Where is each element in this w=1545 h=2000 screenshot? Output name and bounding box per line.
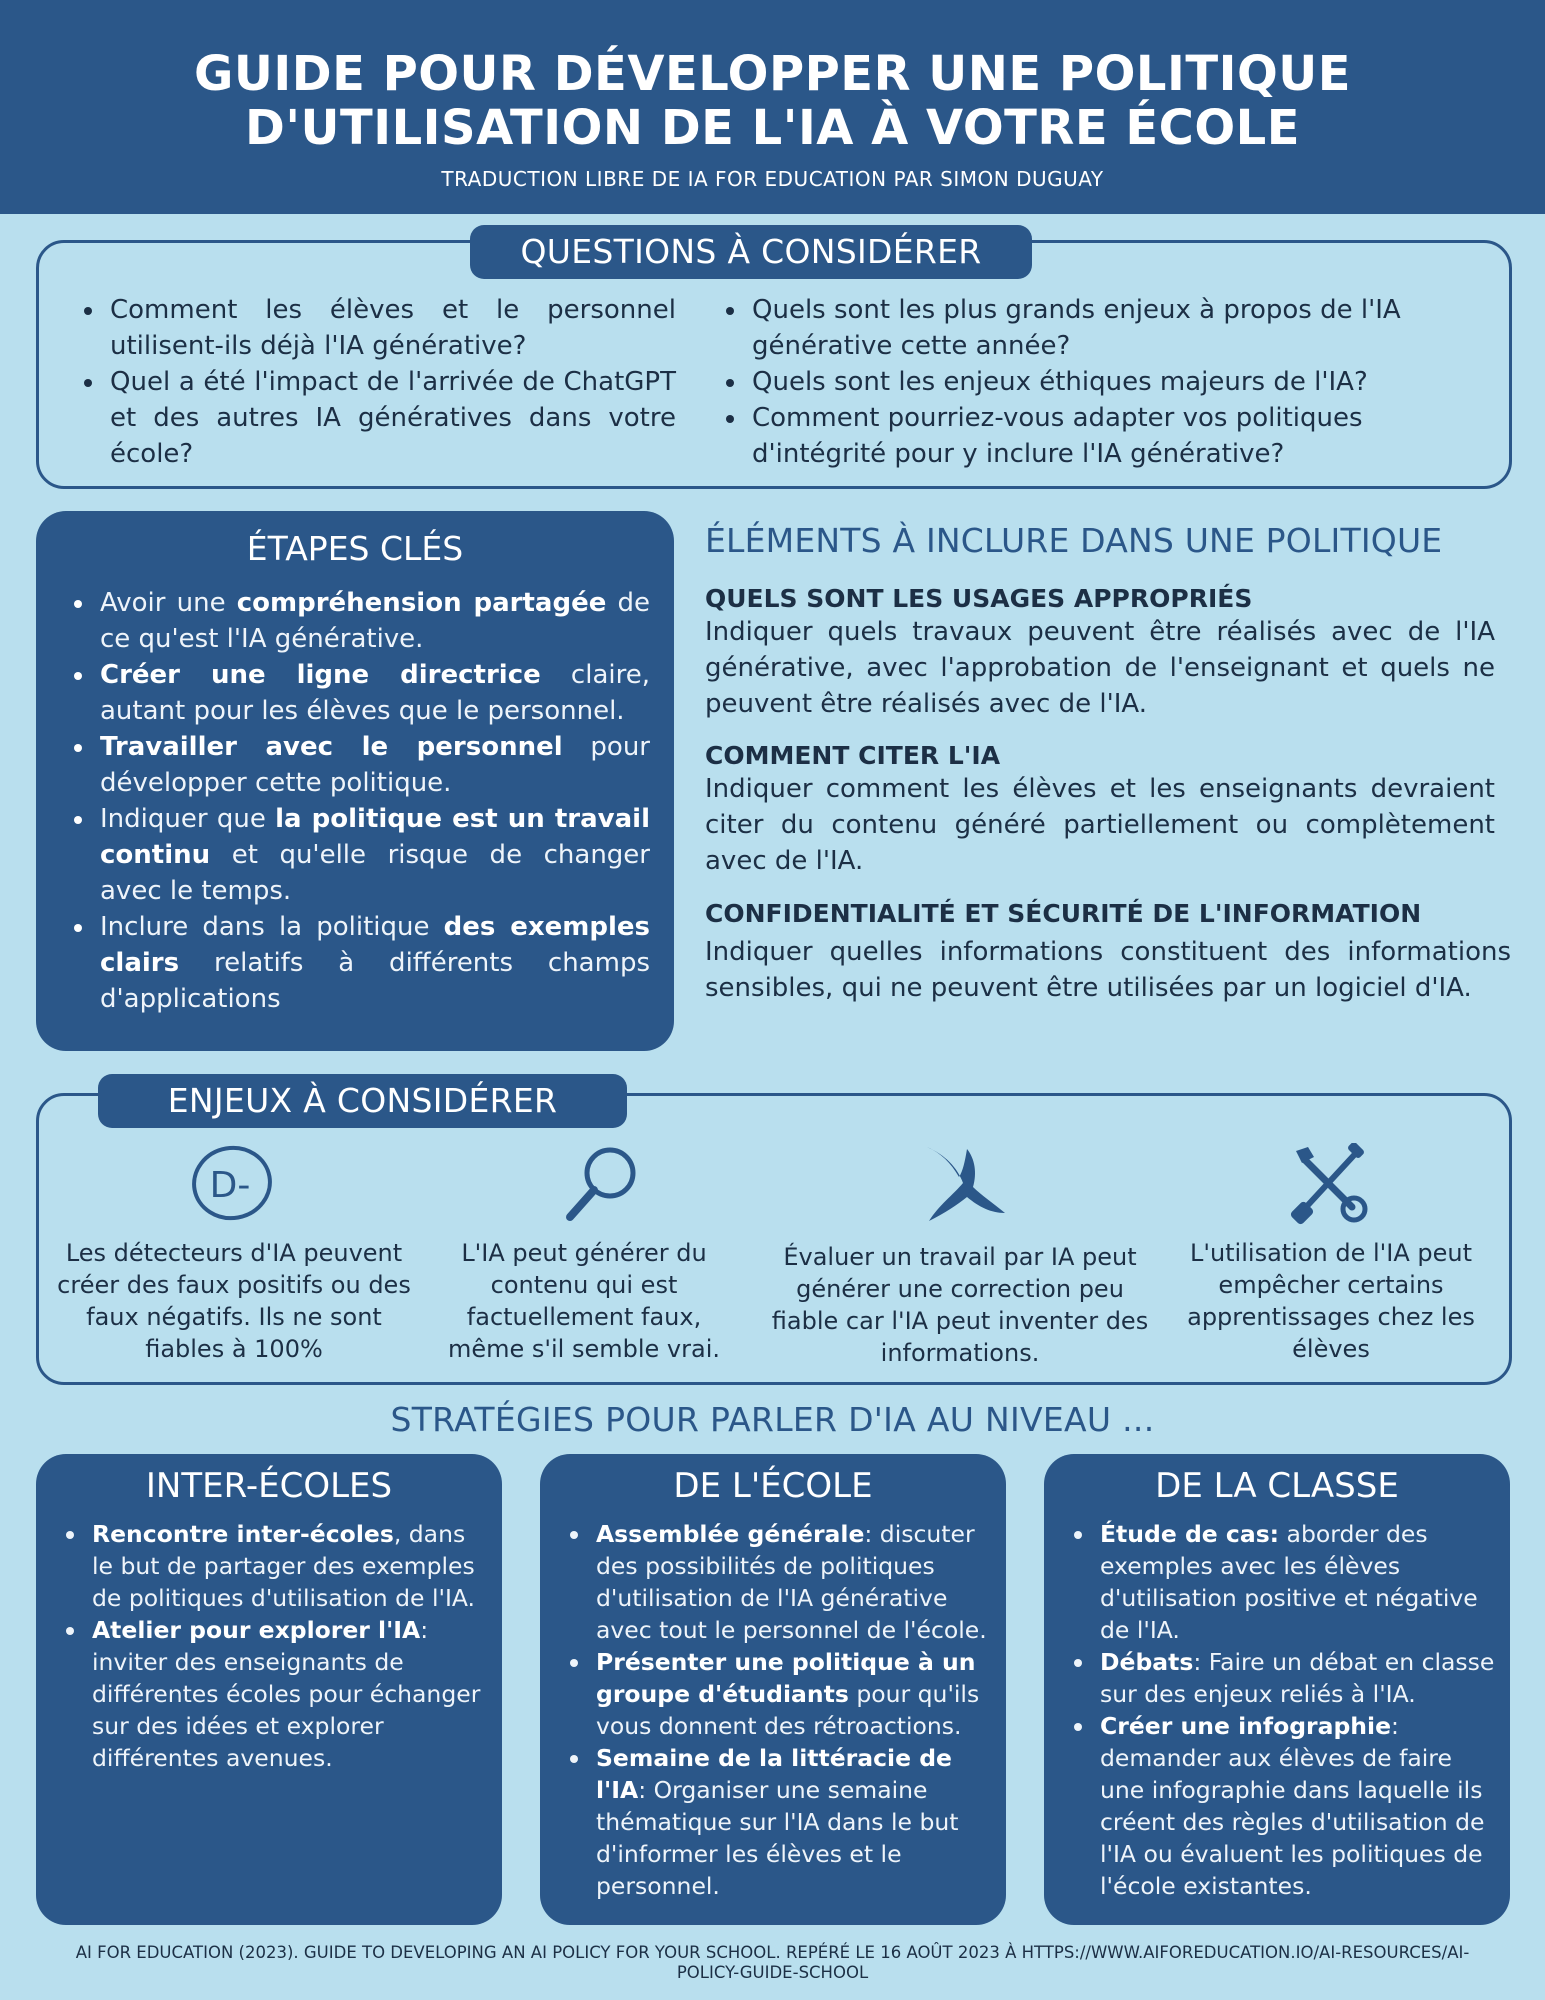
question-item: Quels sont les enjeux éthiques majeurs de l'IA? xyxy=(722,364,1462,400)
key-steps-title: ÉTAPES CLÉS xyxy=(246,529,464,568)
tools-icon xyxy=(1288,1143,1372,1227)
strategy-card-classroom xyxy=(1044,1454,1510,1925)
svg-text:D-: D- xyxy=(209,1165,251,1206)
question-item: Quels sont les plus grands enjeux à propos de l'IA générative cette année? xyxy=(722,292,1462,364)
strategy-item: Atelier pour explorer l'IA: inviter des enseignants de différentes écoles pour échanger sur des idées et explorer différentes avenues. xyxy=(62,1614,492,1774)
strategies-title: STRATÉGIES POUR PARLER D'IA AU NIVEAU ... xyxy=(390,1400,1155,1439)
strategy-card-title: DE L'ÉCOLE xyxy=(673,1466,873,1506)
strategy-item: Semaine de la littéracie de l'IA: Organiser une semaine thématique sur l'IA dans le but d'informer les élèves et le personnel. xyxy=(566,1742,996,1902)
key-step-item: Avoir une compréhension partagée de ce qu'est l'IA générative. xyxy=(70,585,650,657)
strategy-card-title: INTER-ÉCOLES xyxy=(145,1466,393,1506)
question-item: Comment pourriez-vous adapter vos politiques d'intégrité pour y inclure l'IA générative? xyxy=(722,400,1462,472)
key-steps-list xyxy=(70,585,650,1017)
red-pen-mark-icon xyxy=(923,1143,1007,1227)
key-step-item: Travailler avec le personnel pour développer cette politique. xyxy=(70,729,650,801)
policy-elements-title: ÉLÉMENTS À INCLURE DANS UNE POLITIQUE xyxy=(705,521,1443,560)
issues-title: ENJEUX À CONSIDÉRER xyxy=(98,1074,627,1128)
issue-text: Les détecteurs d'IA peuvent créer des faux positifs ou des faux négatifs. Ils ne sont fiables à 100% xyxy=(57,1239,411,1363)
strategy-card-inter-schools xyxy=(36,1454,502,1925)
page-title-line-2: D'UTILISATION DE L'IA À VOTRE ÉCOLE xyxy=(244,100,1301,156)
policy-element-heading: COMMENT CITER L'IA xyxy=(705,741,1001,770)
policy-element-heading: QUELS SONT LES USAGES APPROPRIÉS xyxy=(705,584,1253,613)
page-subtitle: TRADUCTION LIBRE DE IA FOR EDUCATION PAR SIMON DUGUAY xyxy=(441,167,1104,191)
issue-text: L'utilisation de l'IA peut empêcher certains apprentissages chez les élèves xyxy=(1187,1239,1475,1363)
questions-title: QUESTIONS À CONSIDÉRER xyxy=(470,225,1032,279)
strategy-list xyxy=(62,1518,492,1774)
strategy-card-title: DE LA CLASSE xyxy=(1155,1466,1399,1506)
questions-left-list xyxy=(80,292,676,472)
key-step-item: Créer une ligne directrice claire, autant pour les élèves que le personnel. xyxy=(70,657,650,729)
policy-element-body: Indiquer quels travaux peuvent être réalisés avec de l'IA générative, avec l'approbation de l'enseignant et quels ne peuvent être réalisés avec de l'IA. xyxy=(705,617,1495,719)
policy-element-body: Indiquer quelles informations constituent des informations sensibles, qui ne peuvent être utilisées par un logiciel d'IA. xyxy=(705,937,1511,1003)
questions-right-list xyxy=(722,292,1462,472)
policy-element-body: Indiquer comment les élèves et les enseignants devraient citer du contenu généré partiellement ou complètement avec de l'IA. xyxy=(705,774,1495,876)
magnifying-glass-icon xyxy=(560,1143,644,1227)
key-step-item: Indiquer que la politique est un travail continu et qu'elle risque de changer avec le temps. xyxy=(70,801,650,909)
key-step-item: Inclure dans la politique des exemples clairs relatifs à différents champs d'applications xyxy=(70,909,650,1017)
question-item: Comment les élèves et le personnel utilisent-ils déjà l'IA générative? xyxy=(80,292,676,364)
policy-element-heading: CONFIDENTIALITÉ ET SÉCURITÉ DE L'INFORMATION xyxy=(705,899,1422,928)
strategy-list xyxy=(1070,1518,1500,1902)
key-steps-card xyxy=(36,511,674,1051)
strategy-item: Étude de cas: aborder des exemples avec les élèves d'utilisation positive et négative de l'IA. xyxy=(1070,1518,1500,1646)
strategy-item: Rencontre inter-écoles, dans le but de partager des exemples de politiques d'utilisation de l'IA. xyxy=(62,1518,492,1614)
grade-d-minus-icon xyxy=(190,1143,274,1227)
strategy-item: Créer une infographie: demander aux élèves de faire une infographie dans laquelle ils créent des règles d'utilisation de l'IA ou évaluent les politiques de l'école existantes. xyxy=(1070,1710,1500,1902)
footer-citation: AI FOR EDUCATION (2023). GUIDE TO DEVELOPING AN AI POLICY FOR YOUR SCHOOL. REPÉRÉ LE 16 AOÛT 2023 À HTTPS://WWW.AIFOREDUCATION.IO/AI-RESOURCES/AI-POLICY-GUIDE-SCHOOL xyxy=(75,1943,1470,1982)
question-item: Quel a été l'impact de l'arrivée de ChatGPT et des autres IA génératives dans votre école? xyxy=(80,364,676,472)
header-banner xyxy=(0,0,1545,214)
strategy-item: Débats: Faire un débat en classe sur des enjeux reliés à l'IA. xyxy=(1070,1646,1500,1710)
strategy-item: Présenter une politique à un groupe d'étudiants pour qu'ils vous donnent des rétroactions. xyxy=(566,1646,996,1742)
strategy-list xyxy=(566,1518,996,1902)
issue-text: Évaluer un travail par IA peut générer une correction peu fiable car l'IA peut inventer des informations. xyxy=(771,1243,1149,1367)
strategy-item: Assemblée générale: discuter des possibilités de politiques d'utilisation de l'IA générative avec tout le personnel de l'école. xyxy=(566,1518,996,1646)
strategy-card-school xyxy=(540,1454,1006,1925)
page-title-line-1: GUIDE POUR DÉVELOPPER UNE POLITIQUE xyxy=(193,46,1352,102)
issue-text: L'IA peut générer du contenu qui est factuellement faux, même s'il semble vrai. xyxy=(447,1239,720,1363)
